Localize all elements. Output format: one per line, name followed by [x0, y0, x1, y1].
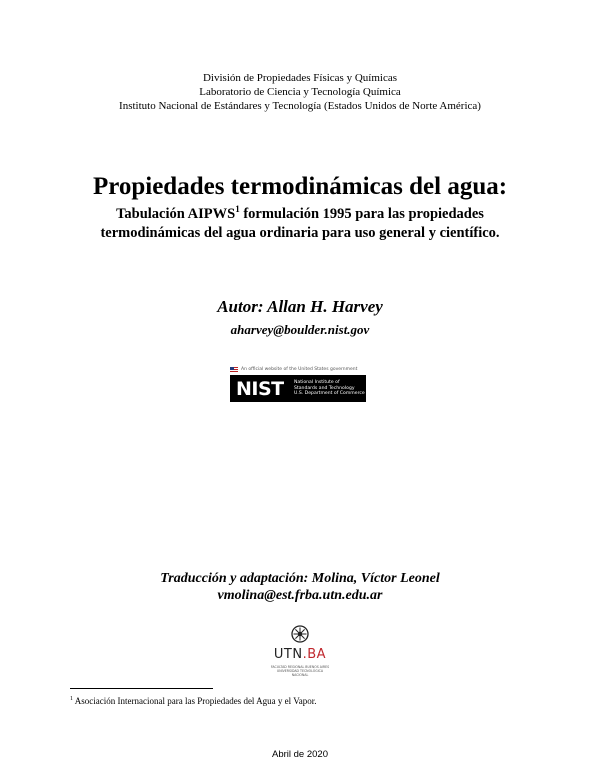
document-title: Propiedades termodinámicas del agua:: [92, 173, 508, 200]
footnote-mark: 1: [70, 696, 73, 702]
translation-credit: Traducción y adaptación: Molina, Víctor Leonel: [160, 571, 440, 586]
header-division: División de Propiedades Físicas y Químicas: [202, 72, 397, 84]
header-laboratory: Laboratorio de Ciencia y Tecnología Química: [199, 86, 401, 98]
us-flag-icon: [230, 367, 238, 372]
footnote: [70, 695, 317, 707]
nist-name-line-1: National Institute of: [294, 380, 340, 386]
nist-gov-banner: [230, 365, 366, 374]
subtitle-line-1-start: Tabulación AIPWS: [116, 206, 236, 222]
author-email: aharvey@boulder.nist.gov: [230, 322, 370, 337]
nist-banner-text: An official website of the United States government: [241, 367, 358, 372]
utn-logo: [262, 625, 338, 677]
author-name: Autor: Allan H. Harvey: [217, 297, 383, 316]
header-institute: Instituto Nacional de Estándares y Tecnología (Estados Unidos de Norte América): [119, 100, 481, 112]
utn-wordmark: [262, 647, 338, 662]
nist-wordmark: NIST: [236, 377, 284, 400]
footnote-text: Asociación Internacional para las Propiedades del Agua y el Vapor.: [73, 696, 317, 706]
utn-emblem-icon: [291, 625, 309, 643]
document-date: Abril de 2020: [272, 749, 328, 760]
subtitle-footnote-mark: 1: [235, 204, 240, 215]
utn-subtext-line-2: UNIVERSIDAD TECNOLÓGICA NACIONAL: [276, 669, 324, 677]
institution-header: [0, 71, 600, 113]
footnote-divider: [70, 688, 213, 689]
subtitle-line-2: termodinámicas del agua ordinaria para uso general y científico.: [100, 225, 500, 241]
translator-email: vmolina@est.frba.utn.edu.ar: [217, 588, 383, 603]
nist-name-line-3: U.S. Department of Commerce: [294, 391, 365, 397]
utn-wordmark-suffix: BA: [307, 647, 327, 662]
nist-logo: [230, 365, 366, 402]
utn-subtext: [270, 665, 330, 677]
utn-wordmark-dot: .: [302, 647, 308, 662]
subtitle-line-1-end: formulación 1995 para las propiedades: [239, 206, 484, 222]
document-subtitle: [0, 205, 600, 243]
nist-full-name: [292, 380, 365, 397]
utn-wordmark-prefix: UTN: [273, 647, 303, 662]
utn-subtext-line-1: FACULTAD REGIONAL BUENOS AIRES: [270, 665, 330, 669]
subtitle-line-1: [0, 205, 600, 224]
nist-name-line-2: Standards and Technology: [294, 385, 355, 391]
nist-logo-mark: [230, 375, 366, 402]
